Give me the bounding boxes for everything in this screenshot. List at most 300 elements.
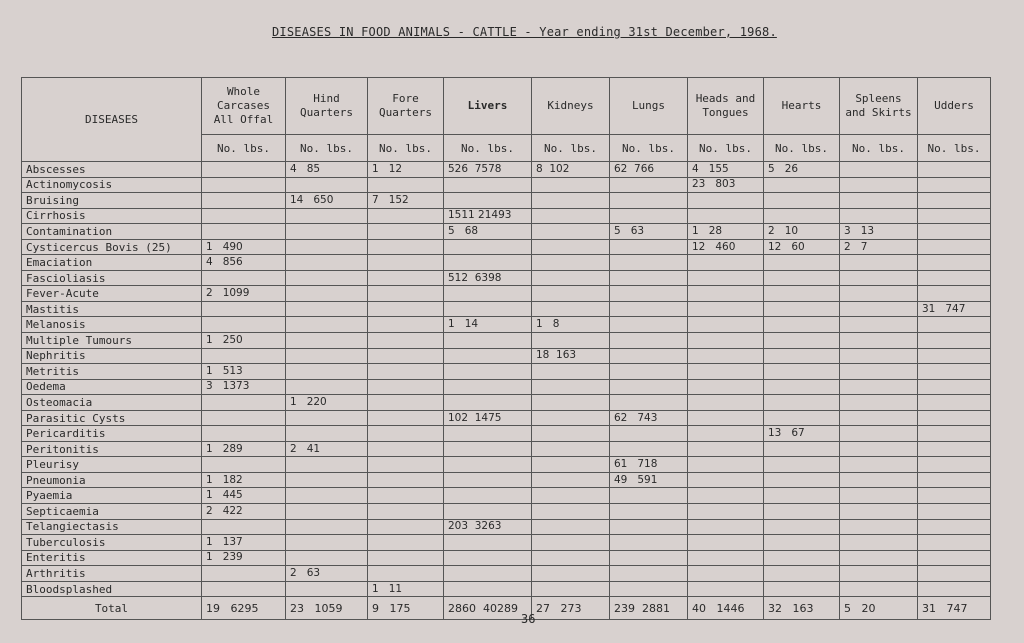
- table-cell: 23 1059: [286, 597, 368, 620]
- table-cell: 2 63: [286, 566, 368, 582]
- table-cell: [610, 208, 688, 224]
- table-cell: 1 289: [202, 441, 286, 457]
- table-cell: [918, 566, 991, 582]
- table-cell: [610, 550, 688, 566]
- table-cell: [688, 208, 764, 224]
- table-cell: [444, 193, 532, 209]
- table-cell: [286, 177, 368, 193]
- table-cell: [610, 426, 688, 442]
- column-subheader: No. lbs.: [286, 135, 368, 162]
- table-cell: [286, 519, 368, 535]
- table-cell: [918, 441, 991, 457]
- table-cell: [368, 426, 444, 442]
- disease-name: Fever-Acute: [22, 286, 202, 302]
- table-cell: [444, 535, 532, 551]
- table-cell: [444, 581, 532, 597]
- table-cell: [286, 488, 368, 504]
- table-cell: 13 67: [764, 426, 840, 442]
- table-cell: 4 856: [202, 255, 286, 271]
- table-cell: [840, 488, 918, 504]
- table-cell: [688, 472, 764, 488]
- table-cell: 19 6295: [202, 597, 286, 620]
- table-cell: 1 490: [202, 239, 286, 255]
- column-subheader: No. lbs.: [610, 135, 688, 162]
- table-cell: [764, 177, 840, 193]
- table-cell: [918, 239, 991, 255]
- column-subheader: No. lbs.: [918, 135, 991, 162]
- table-cell: [532, 239, 610, 255]
- table-cell: [444, 239, 532, 255]
- table-cell: [840, 535, 918, 551]
- table-cell: [764, 333, 840, 349]
- table-cell: [202, 457, 286, 473]
- table-cell: 203 3263: [444, 519, 532, 535]
- disease-name: Abscesses: [22, 162, 202, 178]
- table-cell: [286, 224, 368, 240]
- table-row: [22, 472, 991, 488]
- disease-name: Multiple Tumours: [22, 333, 202, 349]
- table-cell: [610, 488, 688, 504]
- table-cell: [610, 379, 688, 395]
- table-cell: [840, 441, 918, 457]
- table-cell: [368, 379, 444, 395]
- table-cell: [444, 550, 532, 566]
- table-cell: [202, 426, 286, 442]
- table-cell: [764, 270, 840, 286]
- table-cell: [368, 301, 444, 317]
- table-cell: [202, 581, 286, 597]
- table-cell: [444, 395, 532, 411]
- table-cell: [444, 472, 532, 488]
- column-header: Heads and Tongues: [688, 78, 764, 135]
- table-cell: [764, 379, 840, 395]
- disease-name: Bloodsplashed: [22, 581, 202, 597]
- table-row: [22, 348, 991, 364]
- table-cell: [444, 488, 532, 504]
- table-row: [22, 535, 991, 551]
- table-cell: [918, 177, 991, 193]
- column-header: Whole Carcases All Offal: [202, 78, 286, 135]
- table-cell: 1 28: [688, 224, 764, 240]
- disease-name: Metritis: [22, 364, 202, 380]
- page-number: 36: [521, 612, 536, 626]
- table-cell: [610, 317, 688, 333]
- table-cell: [532, 566, 610, 582]
- table-cell: [286, 472, 368, 488]
- table-cell: 49 591: [610, 472, 688, 488]
- disease-name: Pleurisy: [22, 457, 202, 473]
- disease-name: Contamination: [22, 224, 202, 240]
- table-cell: [202, 224, 286, 240]
- table-cell: [840, 193, 918, 209]
- table-cell: 12 60: [764, 239, 840, 255]
- table-cell: [764, 550, 840, 566]
- table-cell: [368, 364, 444, 380]
- table-cell: [368, 504, 444, 520]
- table-cell: [688, 504, 764, 520]
- table-cell: [444, 364, 532, 380]
- column-header: Fore Quarters: [368, 78, 444, 135]
- table-cell: [610, 535, 688, 551]
- page-title: DISEASES IN FOOD ANIMALS - CATTLE - Year ending 31st December, 1968.: [272, 25, 777, 39]
- table-cell: 2 1099: [202, 286, 286, 302]
- table-cell: [368, 395, 444, 411]
- table-cell: [286, 301, 368, 317]
- table-cell: 5 68: [444, 224, 532, 240]
- table-cell: [368, 550, 444, 566]
- table-cell: 239 2881: [610, 597, 688, 620]
- table-cell: [286, 379, 368, 395]
- table-cell: [840, 566, 918, 582]
- table-cell: 31 747: [918, 597, 991, 620]
- disease-name: Actinomycosis: [22, 177, 202, 193]
- table-cell: 40 1446: [688, 597, 764, 620]
- table-cell: [610, 286, 688, 302]
- table-cell: [840, 255, 918, 271]
- table-cell: [764, 519, 840, 535]
- column-subheader: No. lbs.: [840, 135, 918, 162]
- table-cell: [368, 255, 444, 271]
- table-cell: [532, 224, 610, 240]
- table-cell: [286, 333, 368, 349]
- table-cell: [688, 379, 764, 395]
- table-cell: [918, 457, 991, 473]
- table-cell: 1 14: [444, 317, 532, 333]
- table-cell: [610, 519, 688, 535]
- table-cell: [610, 177, 688, 193]
- table-row: [22, 286, 991, 302]
- table-cell: [444, 426, 532, 442]
- table-cell: [764, 286, 840, 302]
- table-cell: [688, 286, 764, 302]
- table-cell: [918, 504, 991, 520]
- table-cell: [918, 317, 991, 333]
- table-cell: 1 239: [202, 550, 286, 566]
- table-cell: [368, 519, 444, 535]
- disease-name: Peritonitis: [22, 441, 202, 457]
- table-row: [22, 550, 991, 566]
- table-cell: [202, 177, 286, 193]
- column-header: Lungs: [610, 78, 688, 135]
- table-cell: [368, 270, 444, 286]
- disease-name: Enteritis: [22, 550, 202, 566]
- table-cell: [368, 488, 444, 504]
- table-cell: 1511 21493: [444, 208, 532, 224]
- table-cell: [532, 395, 610, 411]
- table-row: [22, 504, 991, 520]
- table-cell: [286, 348, 368, 364]
- table-cell: 5 63: [610, 224, 688, 240]
- table-cell: [202, 348, 286, 364]
- table-cell: 1 250: [202, 333, 286, 349]
- disease-name: Pyaemia: [22, 488, 202, 504]
- table-cell: [840, 410, 918, 426]
- table-cell: [688, 333, 764, 349]
- table-cell: [688, 535, 764, 551]
- table-cell: [840, 457, 918, 473]
- table-cell: [532, 457, 610, 473]
- table-cell: [764, 457, 840, 473]
- table-cell: [532, 286, 610, 302]
- table-cell: [532, 441, 610, 457]
- table-cell: [532, 504, 610, 520]
- table-cell: [286, 457, 368, 473]
- table-cell: [444, 504, 532, 520]
- table-cell: [444, 177, 532, 193]
- table-cell: [444, 566, 532, 582]
- table-row: [22, 364, 991, 380]
- table-cell: [532, 488, 610, 504]
- table-cell: [368, 472, 444, 488]
- table-cell: [764, 535, 840, 551]
- table-cell: [286, 208, 368, 224]
- table-cell: [368, 410, 444, 426]
- table-row: [22, 566, 991, 582]
- table-body: [22, 162, 991, 620]
- disease-name: Oedema: [22, 379, 202, 395]
- table-row: [22, 333, 991, 349]
- table-cell: 9 175: [368, 597, 444, 620]
- table-cell: 32 163: [764, 597, 840, 620]
- disease-name: Pericarditis: [22, 426, 202, 442]
- header-row: [22, 78, 991, 135]
- disease-name: Emaciation: [22, 255, 202, 271]
- table-cell: [764, 395, 840, 411]
- table-cell: [610, 239, 688, 255]
- table-cell: 27 273: [532, 597, 610, 620]
- table-cell: [764, 208, 840, 224]
- table-cell: [840, 395, 918, 411]
- table-cell: [688, 395, 764, 411]
- table-cell: 1 12: [368, 162, 444, 178]
- table-cell: [286, 504, 368, 520]
- table-cell: [764, 193, 840, 209]
- table-cell: [444, 457, 532, 473]
- table-cell: [764, 488, 840, 504]
- table-cell: 1 513: [202, 364, 286, 380]
- column-subheader: No. lbs.: [444, 135, 532, 162]
- table-row: [22, 519, 991, 535]
- table-cell: [918, 286, 991, 302]
- table-cell: [368, 286, 444, 302]
- table-cell: [918, 333, 991, 349]
- table-cell: 1 8: [532, 317, 610, 333]
- table-cell: [840, 379, 918, 395]
- table-cell: [532, 379, 610, 395]
- table-cell: [840, 364, 918, 380]
- table-row: [22, 441, 991, 457]
- table-cell: [764, 472, 840, 488]
- table-cell: [688, 457, 764, 473]
- table-cell: [918, 193, 991, 209]
- table-cell: 62 766: [610, 162, 688, 178]
- table-cell: [202, 162, 286, 178]
- table-cell: [610, 193, 688, 209]
- table-cell: [444, 301, 532, 317]
- table-cell: [840, 208, 918, 224]
- table-cell: [918, 426, 991, 442]
- table-cell: [918, 364, 991, 380]
- table-cell: 8 102: [532, 162, 610, 178]
- table-cell: [532, 550, 610, 566]
- table-cell: [532, 519, 610, 535]
- table-cell: [688, 301, 764, 317]
- table-cell: [918, 255, 991, 271]
- table-cell: [918, 208, 991, 224]
- disease-name: Cirrhosis: [22, 208, 202, 224]
- table-cell: [532, 535, 610, 551]
- table-cell: [688, 270, 764, 286]
- table-cell: [202, 566, 286, 582]
- table-cell: [688, 255, 764, 271]
- table-cell: [840, 162, 918, 178]
- disease-name: Nephritis: [22, 348, 202, 364]
- table-row: [22, 162, 991, 178]
- column-header: Livers: [444, 78, 532, 135]
- table-cell: 4 85: [286, 162, 368, 178]
- table-cell: [368, 535, 444, 551]
- disease-name: Melanosis: [22, 317, 202, 333]
- table-cell: [202, 410, 286, 426]
- table-cell: 526 7578: [444, 162, 532, 178]
- table-cell: [764, 255, 840, 271]
- table-cell: [202, 395, 286, 411]
- table-cell: [532, 364, 610, 380]
- table-cell: [286, 581, 368, 597]
- table-cell: [688, 317, 764, 333]
- disease-name: Mastitis: [22, 301, 202, 317]
- table-cell: [840, 317, 918, 333]
- table-cell: 5 20: [840, 597, 918, 620]
- table-row: [22, 177, 991, 193]
- table-cell: 1 445: [202, 488, 286, 504]
- table-cell: [202, 193, 286, 209]
- table-cell: [840, 504, 918, 520]
- table-cell: [286, 255, 368, 271]
- table-row: [22, 270, 991, 286]
- table-cell: [532, 426, 610, 442]
- table-cell: [840, 581, 918, 597]
- table-cell: [840, 333, 918, 349]
- table-cell: [202, 519, 286, 535]
- table-cell: [368, 566, 444, 582]
- table-cell: [286, 410, 368, 426]
- column-subheader: No. lbs.: [532, 135, 610, 162]
- table-cell: 18 163: [532, 348, 610, 364]
- table-cell: 2 7: [840, 239, 918, 255]
- table-cell: [764, 566, 840, 582]
- table-cell: [610, 364, 688, 380]
- table-cell: [202, 270, 286, 286]
- table-cell: [286, 239, 368, 255]
- column-header: Kidneys: [532, 78, 610, 135]
- table-cell: [610, 504, 688, 520]
- table-cell: [444, 333, 532, 349]
- column-subheader: No. lbs.: [368, 135, 444, 162]
- table-cell: 102 1475: [444, 410, 532, 426]
- table-cell: [202, 301, 286, 317]
- table-cell: [368, 177, 444, 193]
- diseases-table: [21, 77, 991, 620]
- table-cell: [764, 504, 840, 520]
- table-row: [22, 395, 991, 411]
- disease-name: Parasitic Cysts: [22, 410, 202, 426]
- table-cell: [368, 333, 444, 349]
- table-cell: [688, 348, 764, 364]
- table-cell: [918, 270, 991, 286]
- table-cell: [840, 301, 918, 317]
- table-cell: [368, 239, 444, 255]
- table-cell: [444, 379, 532, 395]
- disease-name: Arthritis: [22, 566, 202, 582]
- table-cell: [840, 426, 918, 442]
- disease-name: Bruising: [22, 193, 202, 209]
- table-cell: [918, 395, 991, 411]
- table-cell: [688, 193, 764, 209]
- table-cell: [688, 410, 764, 426]
- table-cell: [286, 550, 368, 566]
- table-cell: [918, 162, 991, 178]
- disease-name: Septicaemia: [22, 504, 202, 520]
- table-cell: [610, 441, 688, 457]
- table-cell: [764, 348, 840, 364]
- table-cell: [610, 395, 688, 411]
- table-cell: [444, 441, 532, 457]
- table-cell: [368, 224, 444, 240]
- table-cell: 1 137: [202, 535, 286, 551]
- table-cell: [688, 488, 764, 504]
- table-cell: [918, 535, 991, 551]
- table-cell: [764, 301, 840, 317]
- column-header: Udders: [918, 78, 991, 135]
- table-row: [22, 193, 991, 209]
- table-cell: [610, 270, 688, 286]
- table-cell: [532, 270, 610, 286]
- table-cell: [688, 426, 764, 442]
- table-cell: 7 152: [368, 193, 444, 209]
- table-cell: 3 1373: [202, 379, 286, 395]
- table-row: [22, 301, 991, 317]
- table-cell: [610, 333, 688, 349]
- table-cell: [286, 535, 368, 551]
- table-cell: [444, 286, 532, 302]
- table-cell: [840, 270, 918, 286]
- table-cell: [286, 364, 368, 380]
- table-cell: [840, 348, 918, 364]
- table-cell: [532, 177, 610, 193]
- table-cell: 62 743: [610, 410, 688, 426]
- table-row: [22, 239, 991, 255]
- table-cell: 5 26: [764, 162, 840, 178]
- table-cell: 1 220: [286, 395, 368, 411]
- table-cell: [918, 519, 991, 535]
- table-cell: [532, 472, 610, 488]
- table-cell: [840, 472, 918, 488]
- table-cell: [532, 410, 610, 426]
- column-header: Spleens and Skirts: [840, 78, 918, 135]
- table-cell: 2 41: [286, 441, 368, 457]
- table-cell: [286, 317, 368, 333]
- table-cell: [532, 333, 610, 349]
- table-cell: [532, 581, 610, 597]
- table-cell: [688, 364, 764, 380]
- table-row: [22, 208, 991, 224]
- table-row: [22, 426, 991, 442]
- table-cell: [918, 581, 991, 597]
- table-cell: [368, 208, 444, 224]
- disease-name: Osteomacia: [22, 395, 202, 411]
- table-cell: 2 10: [764, 224, 840, 240]
